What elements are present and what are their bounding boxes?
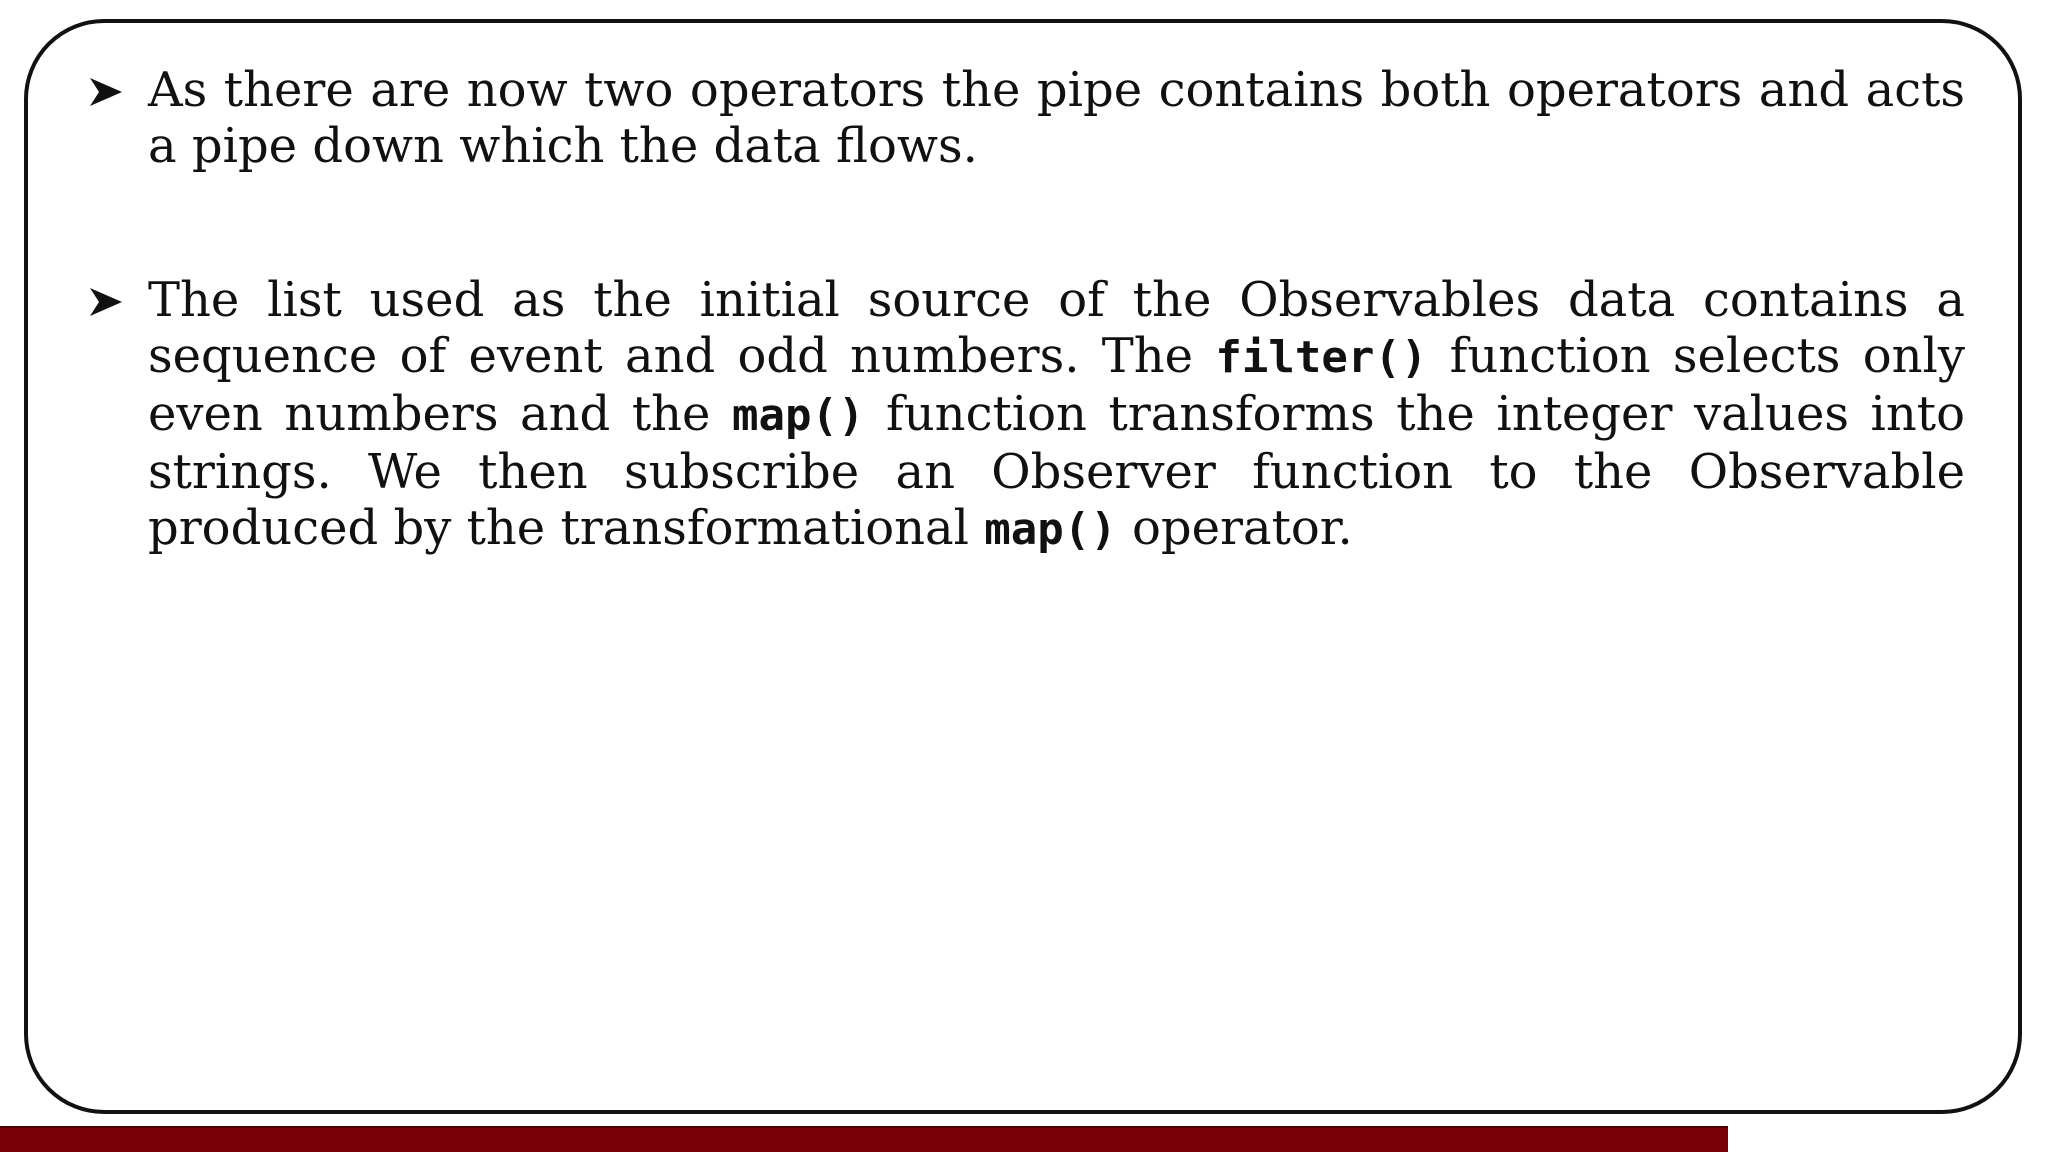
code-filter: filter() <box>1215 332 1428 383</box>
arrowhead-bullet-icon <box>89 77 123 107</box>
footer-bar <box>0 1126 1728 1152</box>
bullet-list <box>85 62 1965 558</box>
bullet-text-part: function selects only even numbers and the <box>148 328 1965 442</box>
code-map: map() <box>731 390 865 441</box>
bullet-item-list-source <box>85 272 1965 558</box>
bullet-text-part: operator. <box>1116 500 1353 556</box>
bullet-item-pipe <box>85 62 1965 174</box>
code-map: map() <box>984 504 1117 555</box>
arrowhead-bullet-icon <box>89 287 123 317</box>
bullet-text-part: function transforms the integer values into strings. We then subscribe an Observer function to the Observable produced by the transformational <box>148 386 1965 556</box>
bullet-text: As there are now two operators the pipe contains both operators and acts a pipe down which the data flows. <box>148 62 1965 174</box>
bullet-text-part: The list used as the initial source of the Observables data contains a sequence of event and odd numbers. The <box>148 272 1965 384</box>
